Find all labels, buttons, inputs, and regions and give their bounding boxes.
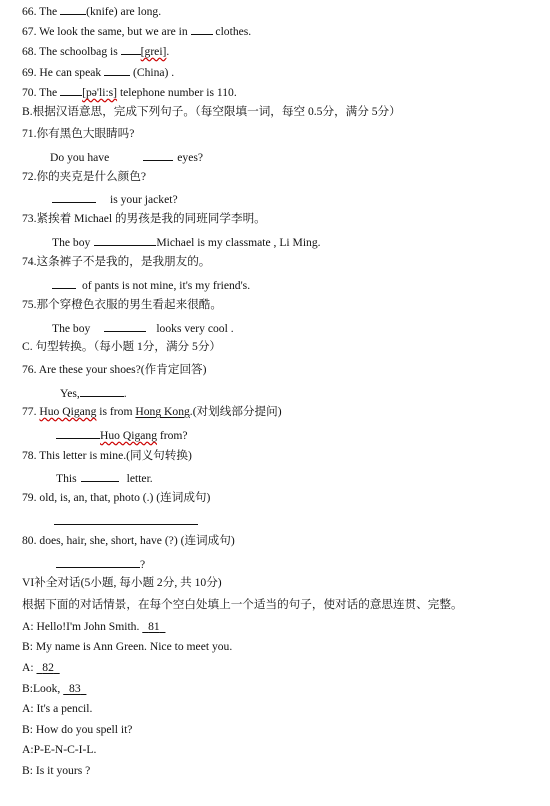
q74-text-end: of pants is not mine, it's my friend's. (82, 279, 251, 292)
dialogue-line-2: B: My name is Ann Green. Nice to meet you. (22, 640, 233, 653)
q71-blank[interactable] (143, 149, 173, 161)
q73-text: The boy (52, 236, 91, 249)
q76-text-end: . (123, 387, 127, 400)
q77-mid: is from (96, 405, 136, 418)
q68-blank[interactable] (121, 43, 141, 55)
question-69 (22, 64, 174, 80)
q72-chinese: 72.你的夹克是什么颜色? (22, 170, 146, 183)
q78-blank[interactable] (81, 470, 119, 482)
q77-name: Huo Qigang (39, 405, 97, 418)
q74-blank[interactable] (52, 277, 76, 289)
q76-question: 76. Are these your shoes?(作肯定回答) (22, 363, 207, 376)
q75-text-end: looks very cool . (156, 322, 234, 335)
q80-question: 80. does, hair, she, short, have (?) (连词成句) (22, 534, 235, 547)
q68-text-end: . (166, 45, 170, 58)
q80-text-end: ? (140, 558, 146, 571)
q75-text: The boy (52, 322, 91, 335)
q67-text: 67. We look the same, but we are in (22, 25, 191, 38)
q72-blank[interactable] (52, 191, 96, 203)
q66-blank[interactable] (60, 3, 86, 15)
q77-place: Hong Kong (135, 405, 190, 418)
section-c-heading: C. 句型转换。（每小题 1分，满分 5分） (22, 340, 222, 353)
dialogue-line-1 (22, 620, 165, 634)
dialogue-line-4 (22, 682, 86, 696)
q75-chinese: 75.那个穿橙色衣服的男生看起来很酷。 (22, 298, 222, 311)
question-71 (50, 149, 203, 165)
question-73 (52, 234, 321, 250)
dialogue-line-8: B: Is it yours ? (22, 764, 91, 777)
q71-text-end: eyes? (177, 151, 203, 164)
q77-blank[interactable] (56, 427, 100, 439)
q73-blank[interactable] (94, 234, 156, 246)
question-76-answer (60, 385, 127, 401)
question-80-answer (56, 556, 145, 572)
question-75 (52, 320, 234, 336)
q78-question: 78. This letter is mine.(同义句转换) (22, 449, 192, 462)
section-b-heading: B.根据汉语意思，完成下列句子。（每空限填一词，每空 0.5分，满分 5分） (22, 105, 401, 118)
q78-text-end: letter. (126, 472, 153, 485)
q69-text: 69. He can speak (22, 66, 105, 79)
q79-question: 79. old, is, an, that, photo (.) (连词成句) (22, 491, 211, 504)
q67-text-end: clothes. (212, 25, 252, 38)
q70-phonetic: [pə'li:s] (82, 86, 118, 99)
q77-num: 77. (22, 405, 40, 418)
q77-question (22, 405, 282, 419)
dialogue-line-6: B: How do you spell it? (22, 723, 133, 736)
dialogue-line-5: A: It's a pencil. (22, 702, 93, 715)
q69-text-end: (China) . (130, 66, 175, 79)
question-72 (52, 191, 178, 207)
q70-blank[interactable] (60, 84, 82, 96)
dialogue-line-1-text: A: Hello!I'm John Smith. (22, 620, 143, 633)
question-79-answer (54, 513, 198, 529)
blank-83[interactable] (63, 682, 86, 695)
blank-81-number: 81 (148, 620, 160, 633)
question-78-answer (56, 470, 153, 486)
q70-text-end: telephone number is 110. (117, 86, 237, 99)
blank-82[interactable] (37, 661, 60, 674)
question-74 (52, 277, 250, 293)
q73-chinese: 73.紧挨着 Michael 的男孩是我的同班同学李明。 (22, 212, 266, 225)
question-67 (22, 23, 251, 39)
question-70 (22, 84, 237, 100)
q72-text-end: is your jacket? (110, 193, 178, 206)
q77-end: .(对划线部分提问) (189, 405, 282, 418)
q76-blank[interactable] (80, 385, 124, 397)
q78-text: This (56, 472, 77, 485)
q71-chinese: 71.你有黑色大眼睛吗? (22, 127, 135, 140)
q71-text: Do you have (50, 151, 110, 164)
blank-81[interactable] (142, 620, 165, 633)
q75-blank[interactable] (104, 320, 146, 332)
dialogue-line-3 (22, 661, 60, 675)
section-vi-heading: VI补全对话(5小题, 每小题 2分, 共 10分) (22, 576, 222, 589)
q77-answer-name: Huo Qigang (100, 429, 157, 442)
q68-phonetic: [grei] (140, 45, 167, 58)
q77-answer-end: from? (157, 429, 188, 442)
q66-text-end: (knife) are long. (86, 5, 162, 18)
q68-text: 68. The schoolbag is (22, 45, 121, 58)
q69-blank[interactable] (104, 64, 130, 76)
q66-text: 66. The (22, 5, 61, 18)
blank-82-number: 82 (42, 661, 54, 674)
q67-blank[interactable] (191, 23, 213, 35)
dialogue-line-3-text: A: (22, 661, 37, 674)
q76-text: Yes, (60, 387, 80, 400)
question-77-answer (56, 427, 188, 443)
blank-83-number: 83 (69, 682, 81, 695)
q70-text: 70. The (22, 86, 61, 99)
q79-blank[interactable] (54, 513, 198, 525)
dialogue-line-4-text: B:Look, (22, 682, 64, 695)
dialogue-line-7: A:P-E-N-C-I-L. (22, 743, 97, 756)
q80-blank[interactable] (56, 556, 140, 568)
dialogue-instructions: 根据下面的对话情景，在每个空白处填上一个适当的句子，使对话的意思连贯、完整。 (22, 598, 463, 611)
question-68 (22, 43, 169, 59)
q73-text-end: Michael is my classmate , Li Ming. (156, 236, 321, 249)
q74-chinese: 74.这条裤子不是我的，是我朋友的。 (22, 255, 211, 268)
question-66 (22, 3, 161, 19)
